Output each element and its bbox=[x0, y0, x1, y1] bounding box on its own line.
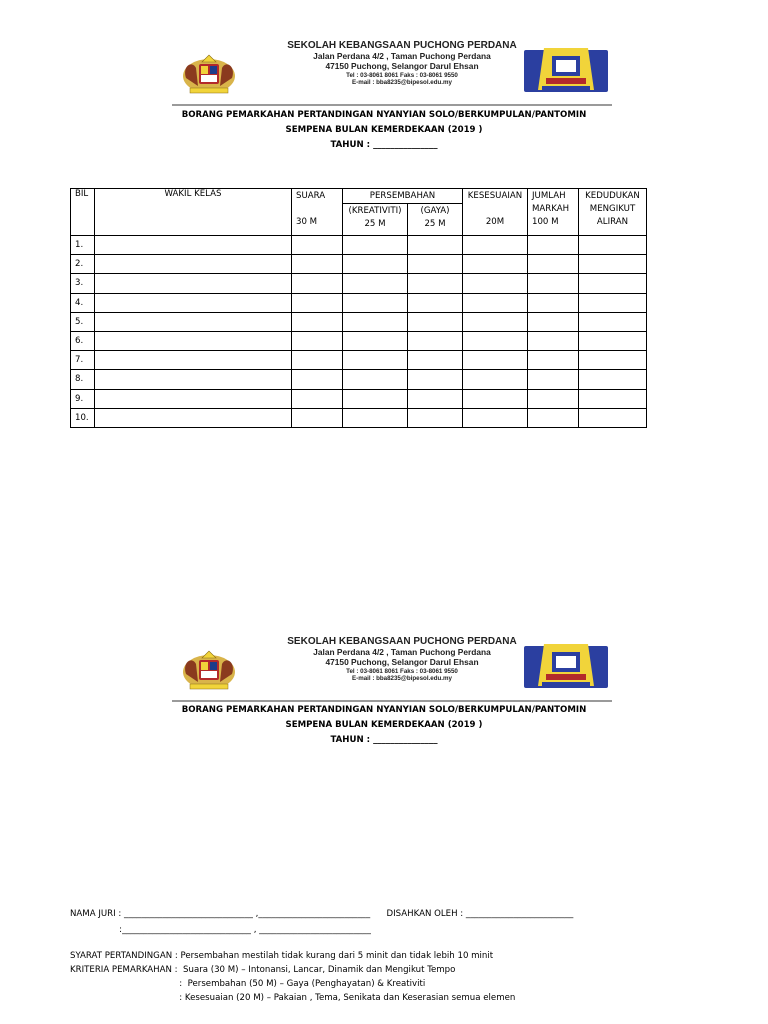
score-cell[interactable] bbox=[343, 274, 408, 293]
score-cell[interactable] bbox=[463, 389, 528, 408]
score-cell[interactable] bbox=[463, 331, 528, 350]
form-title: BORANG PEMARKAHAN PERTANDINGAN NYANYIAN SOLO/BERKUMPULAN/PANTOMIN bbox=[181, 705, 587, 715]
header-wakil-kelas: WAKIL KELAS bbox=[95, 189, 292, 236]
row-number: 2. bbox=[71, 255, 95, 274]
score-cell[interactable] bbox=[528, 351, 579, 370]
score-cell[interactable] bbox=[95, 312, 292, 331]
score-cell[interactable] bbox=[292, 236, 343, 255]
letterhead-rule bbox=[172, 104, 612, 106]
table-row bbox=[71, 293, 647, 312]
kedudukan-line-3: ALIRAN bbox=[596, 217, 629, 227]
score-cell[interactable] bbox=[463, 274, 528, 293]
score-cell[interactable] bbox=[528, 236, 579, 255]
school-name: SEKOLAH KEBANGSAAN PUCHONG PERDANA bbox=[287, 636, 517, 647]
score-cell[interactable] bbox=[343, 389, 408, 408]
score-cell[interactable] bbox=[292, 351, 343, 370]
row-number: 4. bbox=[71, 293, 95, 312]
score-cell[interactable] bbox=[528, 408, 579, 427]
row-number: 7. bbox=[71, 351, 95, 370]
judge-name-line-2: :______________________________ , __________________________ bbox=[70, 925, 371, 935]
score-cell[interactable] bbox=[95, 408, 292, 427]
score-cell[interactable] bbox=[343, 351, 408, 370]
school-badge-icon bbox=[524, 46, 608, 96]
kreativiti-label: (KREATIVITI) bbox=[348, 206, 402, 216]
score-cell[interactable] bbox=[579, 274, 647, 293]
jumlah-line-3: 100 M bbox=[532, 217, 559, 227]
score-cell[interactable] bbox=[463, 370, 528, 389]
kedudukan-line-2: MENGIKUT bbox=[589, 204, 636, 214]
score-cell[interactable] bbox=[95, 389, 292, 408]
score-cell[interactable] bbox=[292, 408, 343, 427]
score-cell[interactable] bbox=[292, 389, 343, 408]
school-badge-icon bbox=[524, 642, 608, 692]
score-cell[interactable] bbox=[408, 389, 463, 408]
header-kreativiti bbox=[343, 204, 408, 236]
score-cell[interactable] bbox=[463, 236, 528, 255]
score-cell[interactable] bbox=[292, 274, 343, 293]
suara-mark: 30 M bbox=[296, 217, 318, 227]
score-cell[interactable] bbox=[95, 274, 292, 293]
score-cell[interactable] bbox=[292, 312, 343, 331]
score-cell[interactable] bbox=[343, 408, 408, 427]
kesesuaian-mark: 20M bbox=[485, 217, 505, 227]
score-cell[interactable] bbox=[463, 255, 528, 274]
score-cell[interactable] bbox=[292, 331, 343, 350]
header-suara bbox=[292, 189, 343, 236]
score-cell[interactable] bbox=[292, 293, 343, 312]
score-cell[interactable] bbox=[343, 312, 408, 331]
score-rows bbox=[71, 236, 647, 428]
row-number: 6. bbox=[71, 331, 95, 350]
score-cell[interactable] bbox=[343, 331, 408, 350]
table-row bbox=[71, 370, 647, 389]
header-persembahan: PERSEMBAHAN bbox=[343, 189, 463, 204]
score-cell[interactable] bbox=[343, 236, 408, 255]
form-subtitle: SEMPENA BULAN KEMERDEKAAN (2019 ) bbox=[285, 720, 483, 730]
score-cell[interactable] bbox=[528, 370, 579, 389]
score-cell[interactable] bbox=[579, 389, 647, 408]
score-cell[interactable] bbox=[463, 293, 528, 312]
score-cell[interactable] bbox=[579, 293, 647, 312]
table-header-row bbox=[71, 189, 647, 204]
score-cell[interactable] bbox=[463, 408, 528, 427]
header-kedudukan bbox=[579, 189, 647, 236]
score-cell[interactable] bbox=[408, 293, 463, 312]
score-cell[interactable] bbox=[95, 331, 292, 350]
row-number: 8. bbox=[71, 370, 95, 389]
suara-label: SUARA bbox=[296, 191, 326, 201]
score-cell[interactable] bbox=[408, 274, 463, 293]
table-row bbox=[71, 236, 647, 255]
gaya-label: (GAYA) bbox=[420, 206, 450, 216]
score-cell[interactable] bbox=[579, 351, 647, 370]
header-bil: BIL bbox=[71, 189, 95, 236]
score-cell[interactable] bbox=[528, 331, 579, 350]
score-cell[interactable] bbox=[95, 370, 292, 389]
row-number: 9. bbox=[71, 389, 95, 408]
letterhead-repeat bbox=[172, 634, 612, 702]
header-jumlah-markah bbox=[528, 189, 579, 236]
score-cell[interactable] bbox=[463, 351, 528, 370]
address-line-1: Jalan Perdana 4/2 , Taman Puchong Perdana bbox=[313, 50, 491, 61]
score-cell[interactable] bbox=[408, 255, 463, 274]
jumlah-line-2: MARKAH bbox=[532, 204, 570, 214]
score-cell[interactable] bbox=[579, 236, 647, 255]
contact-line: Tel : 03-8061 8061 Faks : 03-8061 9550 bbox=[346, 71, 458, 79]
score-cell[interactable] bbox=[343, 293, 408, 312]
score-cell[interactable] bbox=[528, 312, 579, 331]
kreativiti-mark: 25 M bbox=[364, 219, 386, 229]
score-cell[interactable] bbox=[408, 370, 463, 389]
address-line-1: Jalan Perdana 4/2 , Taman Puchong Perdana bbox=[313, 646, 491, 657]
letterhead-text bbox=[272, 636, 532, 682]
letterhead-text bbox=[272, 40, 532, 86]
judge-name-line: NAMA JURI : ______________________________ ,__________________________ DISAHKAN OLEH : _________________________ bbox=[70, 909, 574, 919]
table-row bbox=[71, 351, 647, 370]
table-row bbox=[71, 274, 647, 293]
score-cell[interactable] bbox=[528, 293, 579, 312]
score-cell[interactable] bbox=[408, 331, 463, 350]
row-number: 3. bbox=[71, 274, 95, 293]
malaysia-coat-of-arms-icon bbox=[180, 52, 238, 96]
table-row bbox=[71, 255, 647, 274]
score-cell[interactable] bbox=[579, 312, 647, 331]
row-number: 10. bbox=[71, 408, 95, 427]
letterhead bbox=[172, 38, 612, 106]
score-cell[interactable] bbox=[408, 236, 463, 255]
score-cell[interactable] bbox=[528, 255, 579, 274]
score-cell[interactable] bbox=[408, 351, 463, 370]
letterhead-rule bbox=[172, 700, 612, 702]
marking-criteria-2: : Persembahan (50 M) – Gaya (Penghayatan) & Kreativiti bbox=[70, 979, 426, 989]
table-row bbox=[71, 331, 647, 350]
email-line: E-mail : bba8235@bipesol.edu.my bbox=[352, 674, 452, 682]
jumlah-line-1: JUMLAH bbox=[532, 191, 566, 201]
score-cell[interactable] bbox=[408, 408, 463, 427]
score-cell[interactable] bbox=[95, 293, 292, 312]
table-row bbox=[71, 408, 647, 427]
header-kesesuaian bbox=[463, 189, 528, 236]
marking-criteria: KRITERIA PEMARKAHAN : Suara (30 M) – Intonansi, Lancar, Dinamik dan Mengikut Tempo bbox=[70, 965, 456, 975]
table-row bbox=[71, 389, 647, 408]
table-row bbox=[71, 312, 647, 331]
year-line: TAHUN : _______________ bbox=[330, 735, 438, 745]
marking-criteria-3: : Kesesuaian (20 M) – Pakaian , Tema, Senikata dan Keserasian semua elemen bbox=[70, 993, 516, 1003]
form-subtitle: SEMPENA BULAN KEMERDEKAAN (2019 ) bbox=[285, 125, 483, 135]
kesesuaian-label: KESESUAIAN bbox=[467, 191, 523, 201]
competition-conditions: SYARAT PERTANDINGAN : Persembahan mestilah tidak kurang dari 5 minit dan tidak lebih 10 minit bbox=[70, 951, 494, 961]
form-title: BORANG PEMARKAHAN PERTANDINGAN NYANYIAN SOLO/BERKUMPULAN/PANTOMIN bbox=[181, 110, 587, 120]
school-name: SEKOLAH KEBANGSAAN PUCHONG PERDANA bbox=[287, 40, 517, 51]
address-line-2: 47150 Puchong, Selangor Darul Ehsan bbox=[325, 656, 479, 667]
score-cell[interactable] bbox=[343, 255, 408, 274]
form-heading bbox=[0, 108, 768, 153]
score-cell[interactable] bbox=[579, 255, 647, 274]
kedudukan-line-1: KEDUDUKAN bbox=[585, 191, 640, 201]
row-number: 1. bbox=[71, 236, 95, 255]
score-cell[interactable] bbox=[343, 370, 408, 389]
score-table bbox=[70, 188, 647, 428]
contact-line: Tel : 03-8061 8061 Faks : 03-8061 9550 bbox=[346, 667, 458, 675]
score-cell[interactable] bbox=[528, 274, 579, 293]
score-cell[interactable] bbox=[292, 370, 343, 389]
email-line: E-mail : bba8235@bipesol.edu.my bbox=[352, 78, 452, 86]
score-cell[interactable] bbox=[95, 351, 292, 370]
score-cell[interactable] bbox=[408, 312, 463, 331]
malaysia-coat-of-arms-icon bbox=[180, 648, 238, 692]
score-cell[interactable] bbox=[463, 312, 528, 331]
score-cell[interactable] bbox=[95, 236, 292, 255]
form-heading-repeat bbox=[0, 703, 768, 748]
score-cell[interactable] bbox=[292, 255, 343, 274]
score-cell[interactable] bbox=[579, 370, 647, 389]
address-line-2: 47150 Puchong, Selangor Darul Ehsan bbox=[325, 60, 479, 71]
gaya-mark: 25 M bbox=[424, 219, 446, 229]
year-line: TAHUN : _______________ bbox=[330, 140, 438, 150]
row-number: 5. bbox=[71, 312, 95, 331]
header-gaya bbox=[408, 204, 463, 236]
score-cell[interactable] bbox=[528, 389, 579, 408]
score-cell[interactable] bbox=[579, 408, 647, 427]
score-cell[interactable] bbox=[579, 331, 647, 350]
score-cell[interactable] bbox=[95, 255, 292, 274]
